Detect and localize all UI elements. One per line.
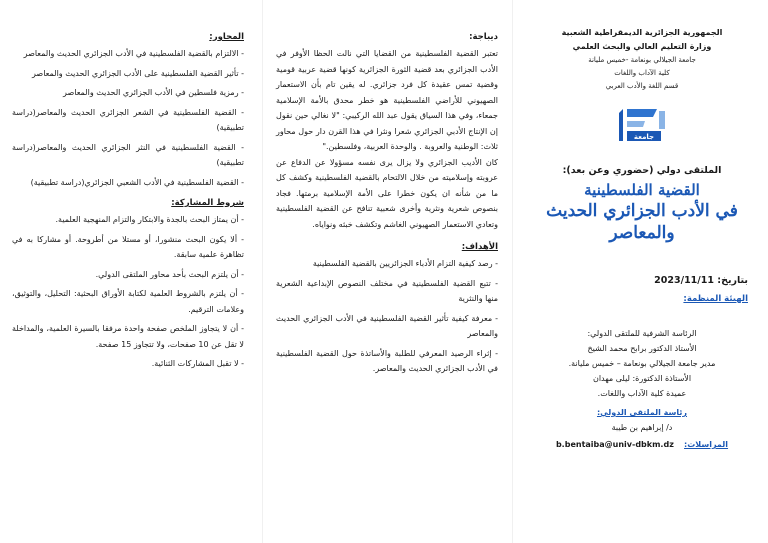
list-item: - رصد كيفية التزام الأدباء الجزائريين بالقضية الفلسطينية	[276, 256, 498, 272]
goals-list	[276, 256, 498, 377]
list-item: - القضية الفلسطينية في الأدب الشعبي الجزائري(دراسة تطبيقية)	[12, 175, 244, 191]
date-label: بتاريخ:	[717, 275, 748, 286]
axes-heading: المحاور:	[209, 32, 244, 42]
list-item: - معرفة كيفية تأثير القضية الفلسطينية في الأدب الجزائري الحديث والمعاصر	[276, 311, 498, 342]
preamble-text-continued: كان الأديب الجزائري ولا يزال يرى نفسه مسؤولا عن الدفاع عن عروبته وإسلاميته من خلال الالتحام بالقضية الفلسطينية وكشف كل ما من شأنه ان يكون خطرا على الأمة الإسلامية برمتها. فجاد بنصوص شعرية ونثرية وأخرى شعبية تنافح عن القضية الفلسطينية وتعادي الاستعمار الصهيوني الغاشم وتكشف خبثه ونواياه.	[276, 157, 498, 229]
contact-email[interactable]: b.bentaiba@univ-dbkm.dz	[555, 440, 674, 449]
honorary-presidency-label: الرئاسة الشرفية للملتقى الدولي:	[587, 329, 697, 338]
list-item: - الالتزام بالقضية الفلسطينية في الأدب الجزائري الحديث والمعاصر	[12, 46, 244, 62]
list-item: - أن يلتزم بالشروط العلمية لكتابة الأوراق البحثية: التحليل، والتوثيق، وعلامات الترقيم.	[12, 286, 244, 317]
date-value: 2023/11/11	[654, 275, 714, 286]
dean-name: الأستاذة الدكتورة: ليلى مهدان	[592, 374, 692, 383]
republic-name: الجمهورية الجزائرية الديمقراطية الشعبية	[561, 28, 723, 37]
list-item: - تتبع القضية الفلسطينية في مختلف النصوص الإبداعية الشعرية منها والنثرية	[276, 276, 498, 307]
organizing-body-heading: الهيئة المنظمة:	[683, 294, 748, 304]
contact-label: المراسلات:	[684, 440, 729, 449]
axes-column	[0, 0, 262, 543]
department-name: قسم اللغة والأدب العربي	[605, 82, 679, 90]
university-name: جامعة الجيلالي بونعامة -خميس مليانة	[588, 56, 696, 64]
conference-chair-label: رئاسة الملتقى الدولي:	[596, 408, 688, 417]
dean-role: عميدة كلية الآداب واللغات.	[597, 389, 687, 398]
ministry-name: وزارة التعليم العالي والبحث العلمي	[572, 42, 712, 51]
list-item: - رمزية فلسطين في الأدب الجزائري الحديث والمعاصر	[12, 85, 244, 101]
honorary-president-role: مدير جامعة الجيلالي بونعامة – خميس مليانة.	[568, 359, 716, 368]
preamble-heading: ديباجة:	[469, 32, 498, 42]
goals-heading: الأهداف:	[461, 242, 498, 252]
preamble-column	[262, 0, 512, 543]
conference-title-line2: في الأدب الجزائري الحديث والمعاصر	[546, 201, 738, 243]
cover-column	[512, 0, 768, 543]
conference-title-line1: القضية الفلسطينية	[584, 181, 700, 199]
honorary-president-name: الأستاذ الدكتور برابح محمد الشيخ	[587, 344, 697, 353]
preamble-text: تعتبر القضية الفلسطينية من القضايا التي نالت الحظا الأوفر في الأدب الجزائري بعد قضية الثورة الجزائرية كونها قضية عربية قومية وقضية تمس عقيدة كل فرد جزائري. له يقين تام بأن الاستعمار الصهيوني للأراضي الفلسطينية هو خطر محدق بالأمة الإسلامية جمعاء، وفي هذا السياق يقول عبد الله الركيبي: "لا نغالي حين نقول إن الإنتاج الأدبي الجزائري شعرا ونثرا في هذا القرن دار حول محاور ثلاث: الوطنية والعروبة . والوحدة العربية، وفلسطين."	[276, 49, 498, 151]
conference-type: الملتقى دولي (حضوري وعن بعد):	[562, 165, 722, 176]
list-item: - القضية الفلسطينية في النثر الجزائري الحديث والمعاصر(دراسة تطبيقية)	[12, 140, 244, 171]
list-item: - أن يمتاز البحث بالجدة والابتكار والتزام المنهجية العلمية.	[12, 212, 244, 228]
faculty-name: كلية الآداب واللغات	[614, 69, 670, 77]
list-item: - لا تقبل المشاركات الثنائية.	[12, 356, 244, 372]
list-item: - أن يلتزم البحث بأحد محاور الملتقى الدولي.	[12, 267, 244, 283]
list-item: - إثراء الرصيد المعرفي للطلبة والأساتذة حول القضية الفلسطينية في الأدب الجزائري الحديث والمعاصر.	[276, 346, 498, 377]
university-logo-icon	[615, 105, 669, 147]
list-item: - ألا يكون البحث منشورا، أو مستلا من أطروحة. أو مشاركا به في تظاهرة علمية سابقة.	[12, 232, 244, 263]
conditions-heading: شروط المشاركة:	[171, 198, 244, 208]
list-item: - القضية الفلسطينية في الشعر الجزائري الحديث والمعاصر(دراسة تطبيقية)	[12, 105, 244, 136]
conditions-list	[12, 212, 244, 372]
axes-list	[12, 46, 244, 190]
list-item: - أن لا يتجاوز الملخص صفحة واحدة مرفقا بالسيرة العلمية، والمداخلة لا تقل عن 10 صفحات، ولا تتجاوز 15 صفحة.	[12, 321, 244, 352]
conference-chair-name: د/ إبراهيم بن طيبة	[611, 423, 673, 432]
svg-text:جامعة: جامعة	[633, 133, 655, 141]
contact-row	[536, 437, 748, 452]
list-item: - تأثير القضية الفلسطينية على الأدب الجزائري الحديث والمعاصر	[12, 66, 244, 82]
conference-date	[536, 274, 748, 288]
